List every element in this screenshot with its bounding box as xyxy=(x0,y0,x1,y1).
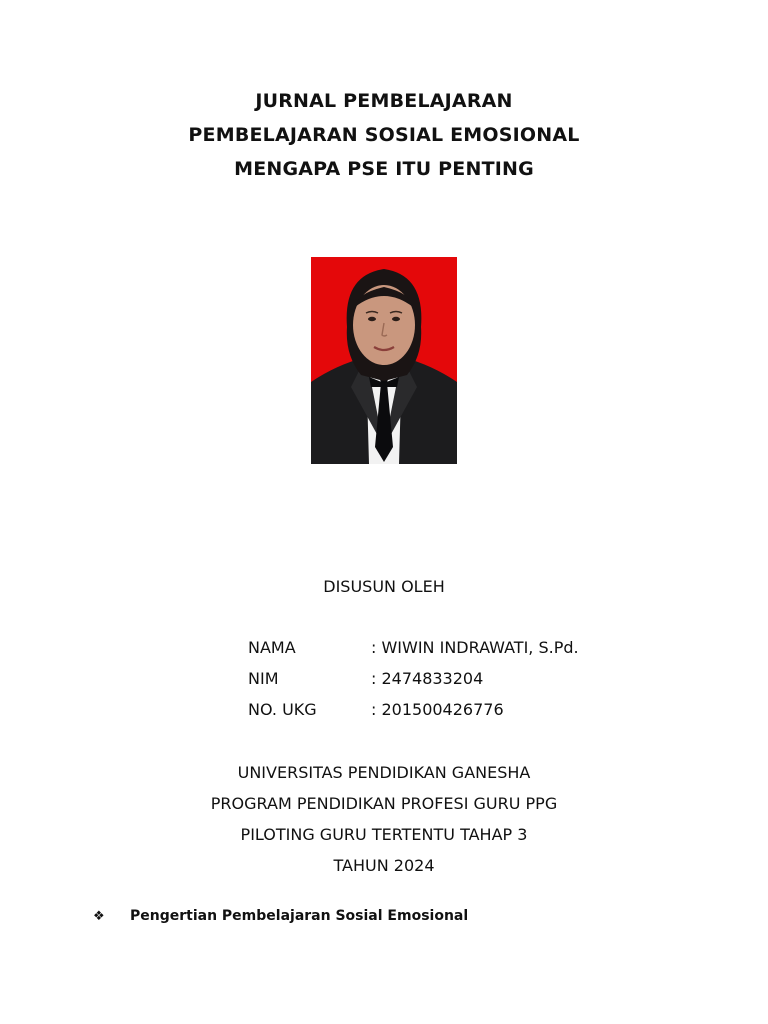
diamond-bullet-icon: ❖ xyxy=(93,908,105,924)
institution-line-4: TAHUN 2024 xyxy=(333,856,435,875)
author-portrait xyxy=(311,257,457,464)
identity-row-name xyxy=(248,637,579,668)
institution-line-1: UNIVERSITAS PENDIDIKAN GANESHA xyxy=(237,763,531,782)
section-heading-text: Pengertian Pembelajaran Sosial Emosional xyxy=(130,908,469,924)
title-line-2: PEMBELAJARAN SOSIAL EMOSIONAL xyxy=(188,124,580,146)
byline: DISUSUN OLEH xyxy=(323,577,445,596)
identity-label: NO. UKG xyxy=(248,700,317,719)
author-photo xyxy=(311,257,457,464)
identity-label: NAMA xyxy=(248,638,296,657)
title-line-1: JURNAL PEMBELAJARAN xyxy=(255,90,513,112)
author-identity xyxy=(248,637,579,730)
section-heading xyxy=(93,908,468,924)
document-title xyxy=(0,84,768,186)
identity-label: NIM xyxy=(248,669,279,688)
institution-block xyxy=(0,757,768,881)
title-line-3: MENGAPA PSE ITU PENTING xyxy=(234,158,534,180)
identity-value: : WIWIN INDRAWATI, S.Pd. xyxy=(371,638,579,657)
identity-value: : 201500426776 xyxy=(371,700,504,719)
identity-row-nim xyxy=(248,668,579,699)
institution-line-2: PROGRAM PENDIDIKAN PROFESI GURU PPG xyxy=(210,794,558,813)
identity-value: : 2474833204 xyxy=(371,669,484,688)
institution-line-3: PILOTING GURU TERTENTU TAHAP 3 xyxy=(240,825,528,844)
identity-row-ukg xyxy=(248,699,579,730)
